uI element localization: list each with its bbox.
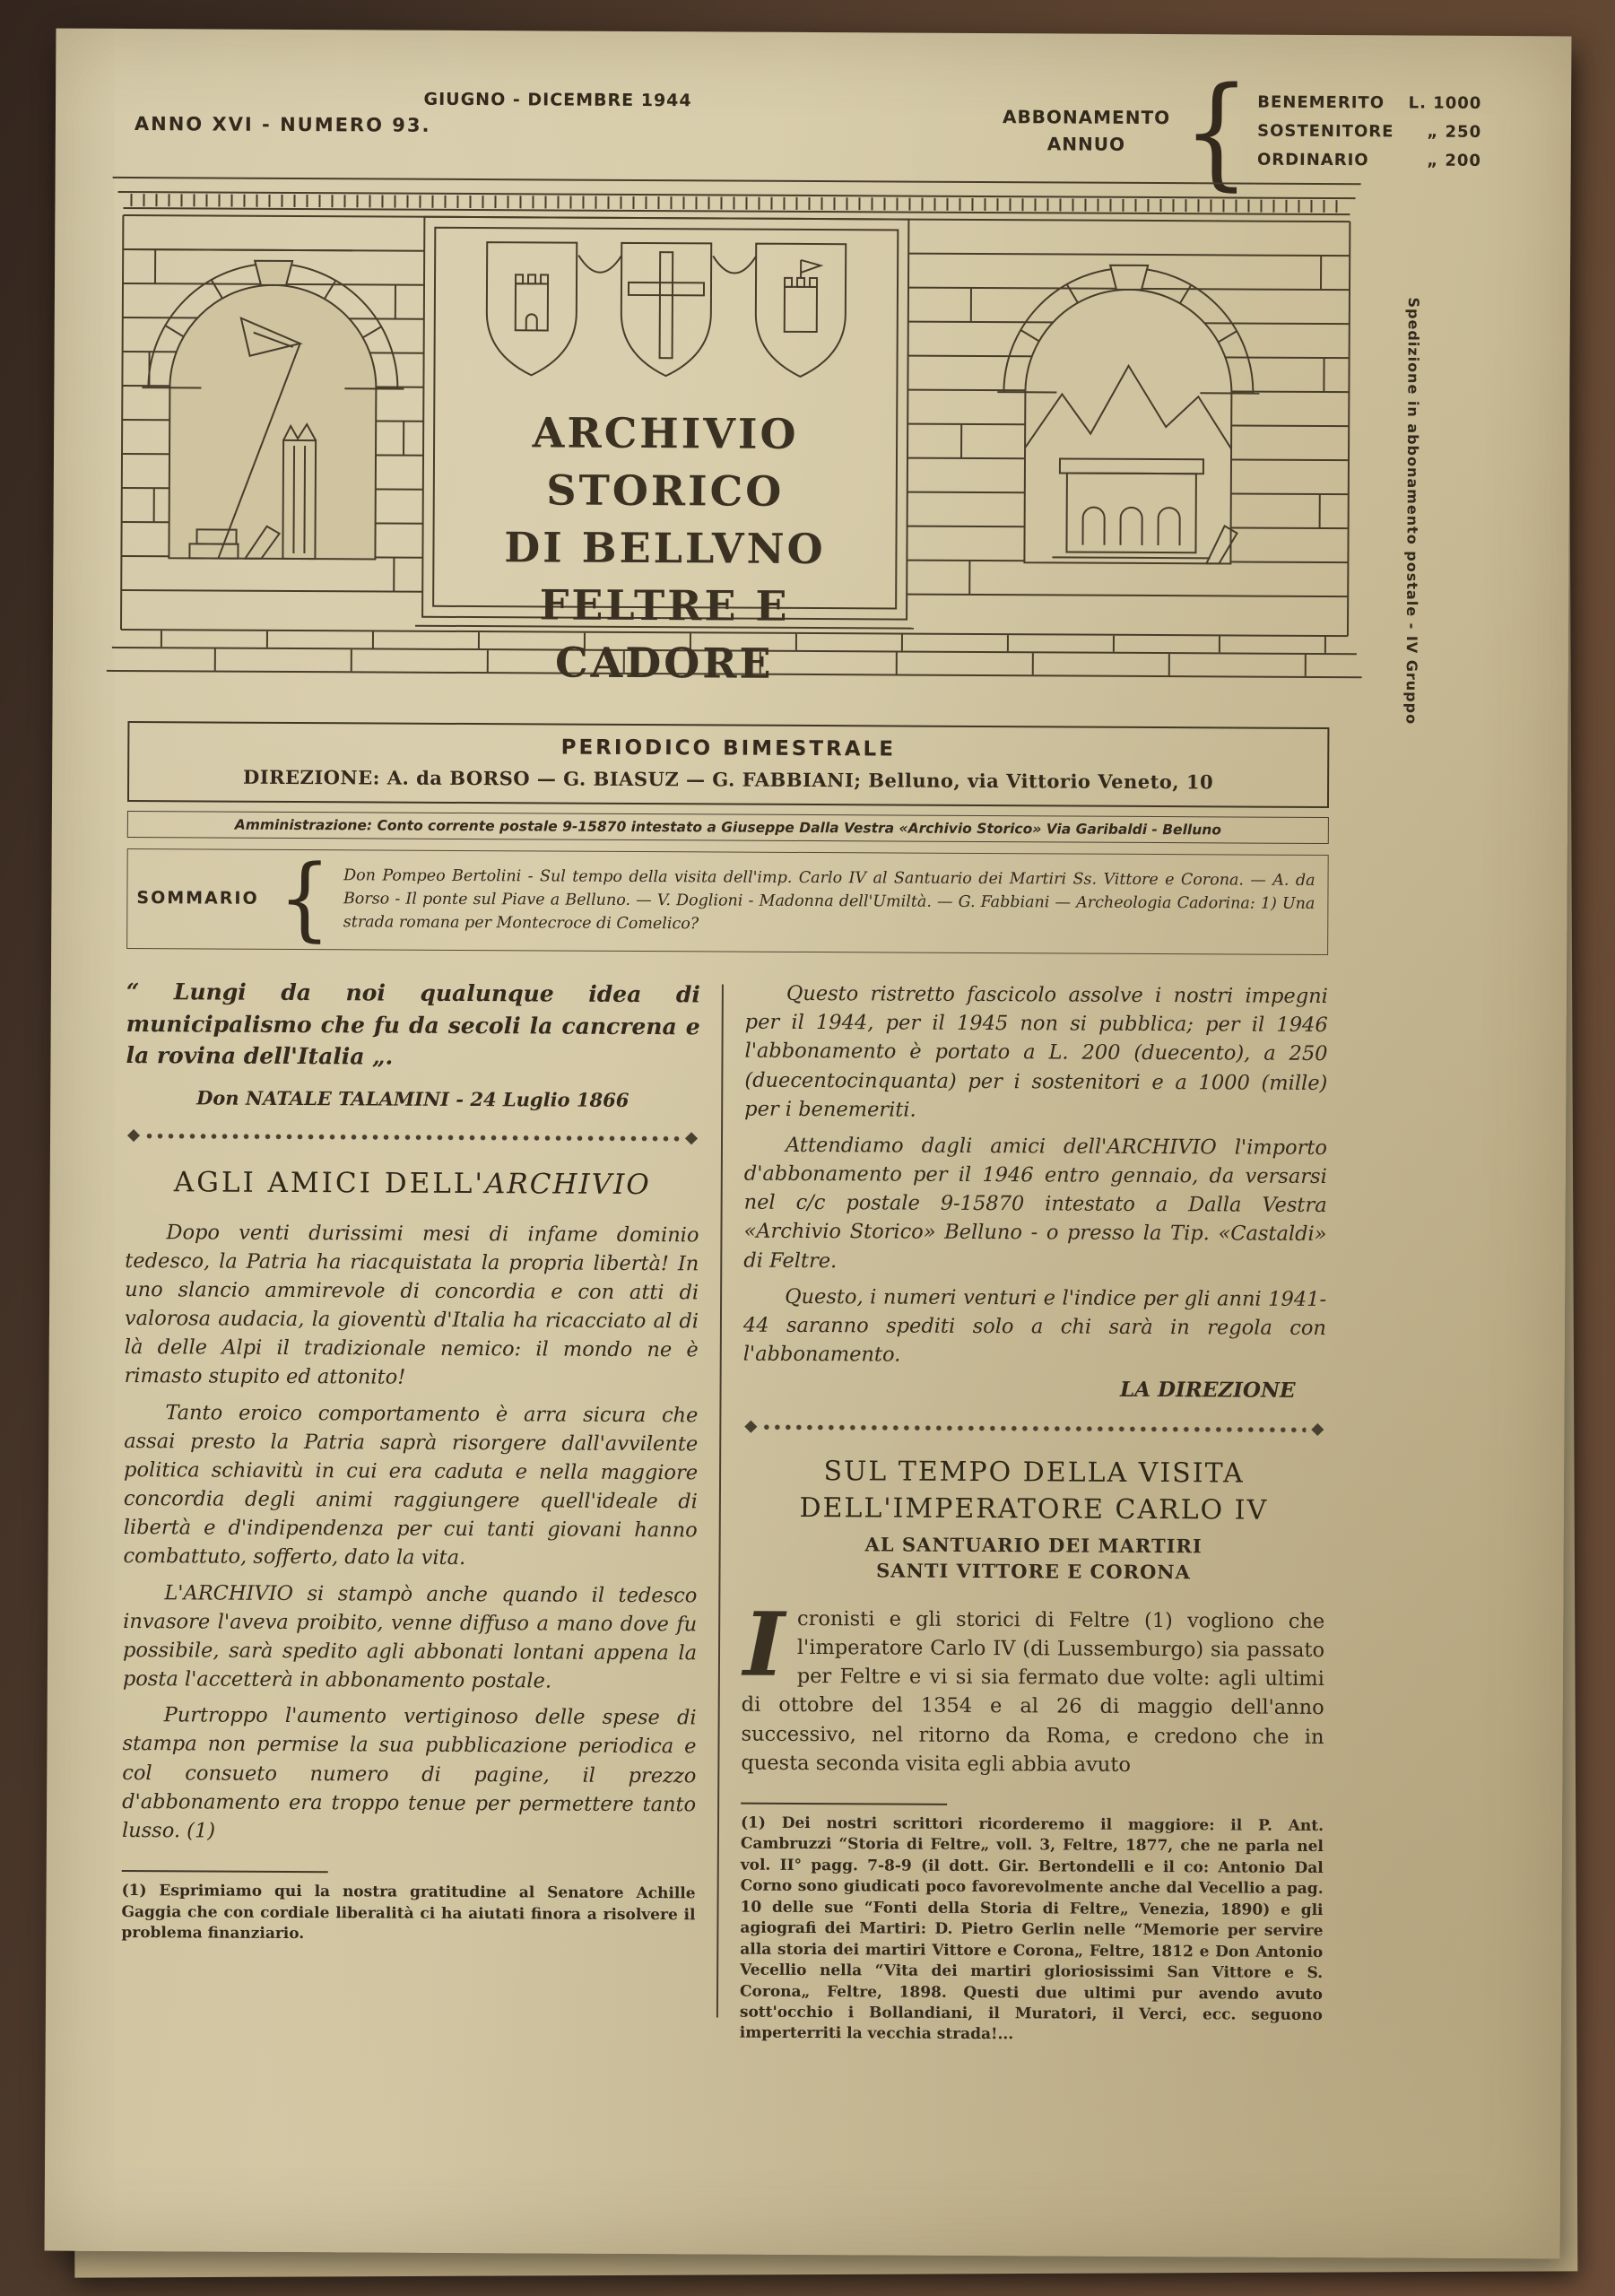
rate-row [1257, 89, 1481, 118]
shield-belluno [486, 242, 577, 376]
article1-paragraph: L'ARCHIVIO si stampò anche quando il tedesco invasore l'aveva proibito, venne diffuso a mano dove fu possibile, sarà spedito agli abbonati lontani appena la posta l'accetterà in abbonamento postale. [122, 1580, 698, 1693]
toc-label: SOMMARIO [136, 888, 259, 909]
right-arch [996, 265, 1260, 564]
article2-opening [741, 1593, 1325, 1780]
subscription-label-line2: ANNUO [1046, 133, 1126, 155]
rate-value: „ 250 [1427, 122, 1482, 142]
drop-cap-initial: I [742, 1593, 786, 1697]
journal-title-line1: ARCHIVIO STORICO [532, 408, 799, 516]
brace-glyph: { [278, 845, 332, 952]
article2-subtitle-line1: AL SANTUARIO DEI MARTIRI [864, 1533, 1203, 1558]
epigraph-attribution: Don NATALE TALAMINI - 24 Luglio 1866 [196, 1085, 630, 1111]
postal-note-vertical: Spedizione in abbonamento postale - IV Gruppo [1402, 297, 1422, 726]
rate-name: ORDINARIO [1256, 150, 1369, 170]
garlands [578, 256, 756, 274]
notice-paragraph: Questo ristretto fascicolo assolve i nostri impegni per il 1944, per il 1945 non si pubblica; per il 1946 l'abbonamento è portato a L. 200 (duecento), a 250 (duecentocinquanta) per i sostenitori e a 1000 (mille) per i benemeriti. [744, 981, 1328, 1122]
journal-title-line3: FELTRE E CADORE [539, 580, 790, 688]
article2-subtitle-line2: SANTI VITTORE E CORONA [876, 1558, 1191, 1583]
journal-front-page [45, 29, 1572, 2259]
journal-title [426, 404, 905, 693]
shield-feltre [755, 244, 846, 378]
editorial-signature: LA DIREZIONE [1119, 1378, 1296, 1404]
column-divider [716, 984, 724, 2017]
issue-number: ANNO XVI - NUMERO 93. [134, 113, 431, 136]
left-arch [141, 260, 404, 560]
article2-title-line2: DELL'IMPERATORE CARLO IV [799, 1492, 1269, 1526]
rate-value: „ 200 [1427, 151, 1482, 170]
ornament-divider [129, 1128, 696, 1145]
article2-title-line1: SUL TEMPO DELLA VISITA [823, 1456, 1245, 1490]
article2-opening-text: cronisti e gli storici di Feltre (1) vogliono che l'imperatore Carlo IV (di Lussemburgo) sia passato per Feltre e vi si sia fermato due volte: agli ultimi di ottobre del 1354 e al 26 di maggio dell'anno successivo, nel ritorno da Roma, e credono che in questa seconda visita egli abbia avuto [741, 1606, 1325, 1777]
periodicity-label: PERIODICO BIMESTRALE [560, 735, 897, 761]
editorial-board-line: DIREZIONE: A. da BORSO — G. BIASUZ — G. FABBIANI; Belluno, via Vittorio Veneto, 10 [242, 765, 1214, 794]
cornice [112, 178, 1360, 222]
rate-name: BENEMERITO [1257, 92, 1385, 113]
article1-heading-emphasis: ARCHIVIO [484, 1167, 651, 1201]
rate-name: SOSTENITORE [1257, 121, 1394, 142]
right-column [740, 979, 1328, 2048]
journal-title-line2: DI BELLVNO [504, 523, 826, 574]
article1-paragraph: Purtroppo l'aumento vertiginoso delle spese di stampa non permise la sua pubblicazione periodica e col consueto numero di pagine, il prezzo d'abbonamento era troppo tenue per permettere tanto lusso. (1) [121, 1703, 697, 1843]
toc-entries: Don Pompeo Bertolini - Sul tempo della visita dell'imp. Carlo IV al Santuario dei Martiri Ss. Vittore e Corona. — A. da Borso - Il ponte sul Piave a Belluno. — V. Doglioni - Madonna dell'Umiltà. — G. Fabbiani — Archeologia Cadorina: 1) Una strada romana per Montecroce di Comelico? [343, 865, 1315, 934]
masthead-engraving [107, 163, 1365, 708]
periodicity-box [127, 721, 1329, 808]
subscription-rate-list [1257, 89, 1481, 176]
rate-value: L. 1000 [1408, 93, 1482, 113]
article2-title [742, 1454, 1325, 1529]
shield-cross [621, 243, 711, 377]
article1-paragraph: Dopo venti durissimi mesi di infame dominio tedesco, la Patria ha riacquistata la propria libertà! In uno slancio ammirevole di concordia e con atti di valorosa audacia, la gioventù d'Italia ha ricacciato al di là delle Alpi il tradizionale nemico: il mondo ne è rimasto stupito ed attonito! [124, 1220, 699, 1390]
epigraph-quote: “ Lungi da noi qualunque idea di municipalismo che fu da secoli la cancrena e la rovina dell'Italia „. [126, 978, 700, 1070]
article1-footnote: (1) Esprimiamo qui la nostra gratitudine al Senatore Achille Gaggia che con cordiale liberalità ci ha aiutati finora a risolvere il problema finanziario. [121, 1882, 696, 1944]
notice-paragraph: Questo, i numeri venturi e l'indice per gli anni 1941-44 saranno spediti solo a chi sarà in regola con l'abbonamento. [742, 1284, 1327, 1367]
ornament-divider [746, 1420, 1322, 1437]
article1-paragraph: Tanto eroico comportamento è arra sicura che assai presto la Patria saprà risorgere dall'avvilente politica schiavitù in cui era caduta e nella maggiore concordia degli animi raggiungere quell'ideale di libertà e d'indipendenza per cui tanti giovani hanno combattuto, sofferto, dato la vita. [123, 1400, 699, 1570]
article1-heading-prefix: AGLI AMICI DELL' [173, 1165, 486, 1200]
article1-heading [126, 1166, 699, 1201]
two-column-layout [121, 976, 1328, 2048]
article2-footnote: (1) Dei nostri scrittori ricorderemo il maggiore: il P. Ant. Cambruzzi “Storia di Feltre„ voll. 3, Feltre, 1877, che ne parla nel vol. II° pagg. 7-8-9 (il dott. Gir. Bertondelli e il co: Antonio Dal Corno sono giudicati poco favorevolmente anche dal Vecellio a pag. 10 delle sue “Fonti della Storia di Feltre„ Venezia, 1890) e gli agiografi dei Martiri: D. Pietro Gerlin nelle “Memorie per servire alla storia dei martiri Vittore e Corona„ Feltre, 1812 e Don Antonio Vecellio nella “Vita dei martiri gloriosissimi San Vittore e S. Corona„ Feltre, 1898. Questi due ultimi pur avendo avuto sott'occhio i Bollandiani, il Muratori, il Verci, ecc. seguono imperterriti la vecchia strada!... [739, 1813, 1324, 2044]
subscription-label [1003, 103, 1170, 158]
notice-paragraph: Attendiamo dagli amici dell'ARCHIVIO l'importo d'abbonamento per il 1946 entro gennaio, da versarsi nel c/c postale 9-15870 intestato a Dalla Vestra «Archivio Storico» Belluno - o presso la Tip. «Castaldi» di Feltre. [743, 1133, 1328, 1273]
subscription-label-line1: ABBONAMENTO [1002, 106, 1171, 129]
administration-box: Amministrazione: Conto corrente postale 9-15870 intestato a Giuseppe Dalla Vestra «Archivio Storico» Via Garibaldi - Belluno [127, 811, 1329, 844]
article2-subtitle [742, 1532, 1324, 1586]
brace-glyph: { [1182, 59, 1251, 203]
table-of-contents [126, 845, 1329, 955]
rate-row [1257, 117, 1481, 147]
issue-date: GIUGNO - DICEMBRE 1944 [423, 89, 692, 111]
footnote-rule [122, 1870, 328, 1873]
footnote-rule [741, 1803, 947, 1805]
left-column [121, 976, 700, 2044]
page-body [121, 721, 1330, 2048]
